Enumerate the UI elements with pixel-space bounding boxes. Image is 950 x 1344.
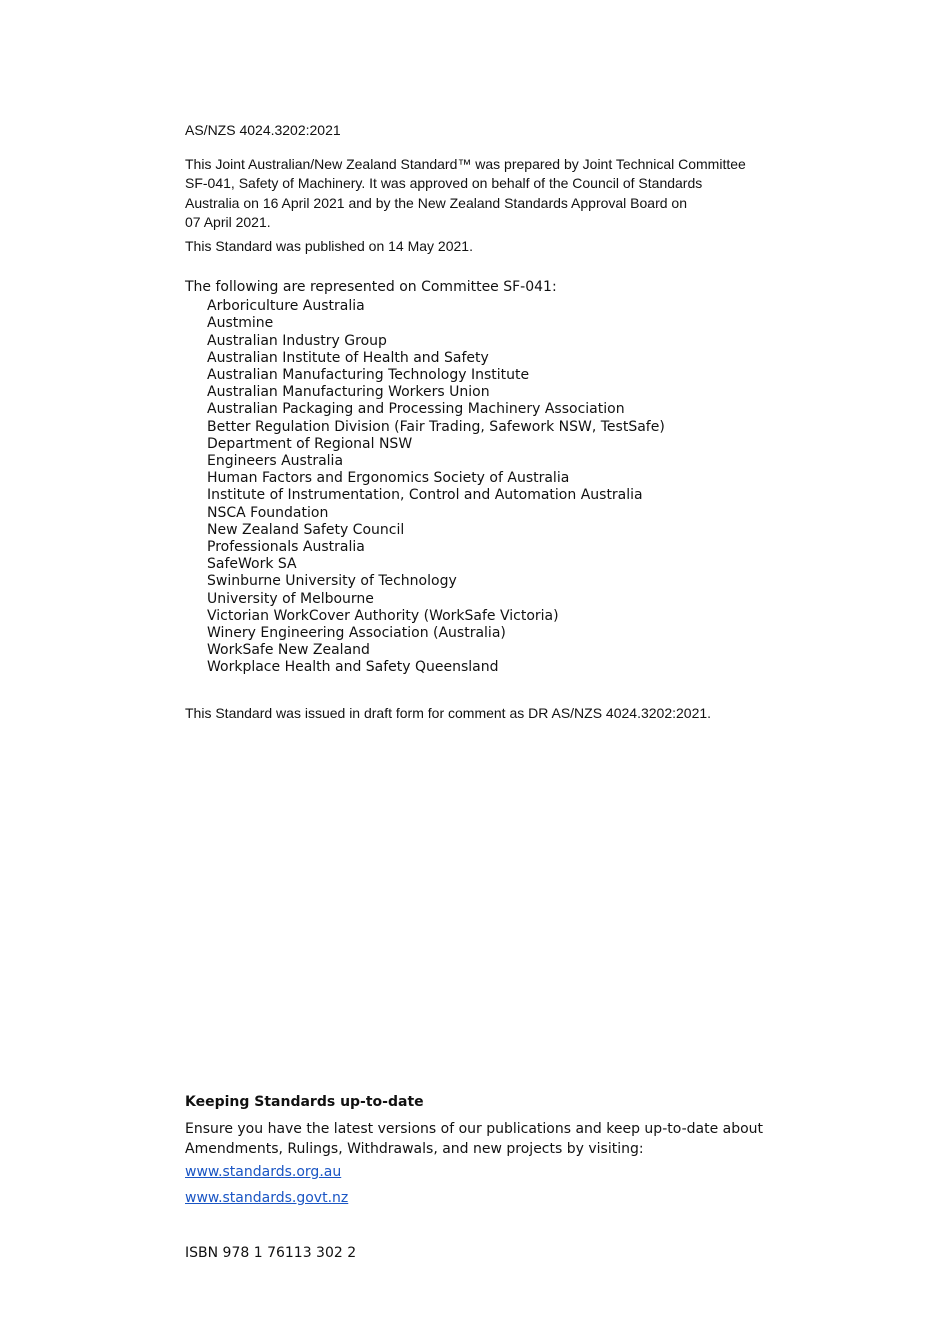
committee-member: Australian Packaging and Processing Machinery Association (207, 401, 625, 418)
committee-member: Professionals Australia (207, 539, 365, 556)
committee-member: Australian Manufacturing Workers Union (207, 384, 490, 401)
preparation-line: 07 April 2021. (185, 214, 271, 231)
committee-member: WorkSafe New Zealand (207, 642, 370, 659)
committee-member: Department of Regional NSW (207, 435, 413, 452)
committee-member: University of Melbourne (207, 590, 374, 607)
keeping-text-line: Ensure you have the latest versions of our publications and keep up-to-date about (185, 1121, 764, 1137)
committee-member: Australian Manufacturing Technology Institute (207, 367, 530, 384)
preparation-line: Australia on 16 April 2021 and by the New Zealand Standards Approval Board on (185, 194, 687, 211)
committee-section (185, 279, 665, 677)
isbn: ISBN 978 1 76113 302 2 (185, 1245, 357, 1261)
committee-member: NSCA Foundation (207, 504, 329, 521)
keeping-text-line: Amendments, Rulings, Withdrawals, and new projects by visiting: (185, 1141, 644, 1157)
committee-member: Swinburne University of Technology (207, 573, 457, 590)
preparation-line: This Joint Australian/New Zealand Standard™ was prepared by Joint Technical Committee (185, 156, 746, 172)
committee-member: SafeWork SA (207, 556, 297, 573)
preparation-paragraph (185, 155, 775, 233)
committee-member: Arboriculture Australia (207, 298, 365, 315)
committee-member: Victorian WorkCover Authority (WorkSafe Victoria) (207, 607, 559, 624)
committee-member-list (185, 298, 665, 676)
keeping-heading: Keeping Standards up-to-date (185, 1094, 424, 1110)
committee-member: New Zealand Safety Council (207, 521, 405, 538)
committee-member: Better Regulation Division (Fair Trading, Safework NSW, TestSafe) (207, 418, 665, 435)
committee-member: Institute of Instrumentation, Control and Automation Australia (207, 487, 643, 504)
published-date: This Standard was published on 14 May 2021. (185, 238, 473, 254)
committee-intro: The following are represented on Committee SF-041: (185, 279, 557, 295)
keeping-text (185, 1119, 785, 1159)
committee-member: Austmine (207, 315, 274, 332)
committee-member: Australian Industry Group (207, 332, 387, 349)
preparation-line: SF-041, Safety of Machinery. It was approved on behalf of the Council of Standards (185, 175, 703, 192)
standards-nz-link[interactable]: www.standards.govt.nz (185, 1190, 349, 1206)
standards-au-link[interactable]: www.standards.org.au (185, 1164, 342, 1180)
standard-code: AS/NZS 4024.3202:2021 (185, 122, 341, 138)
draft-note: This Standard was issued in draft form for comment as DR AS/NZS 4024.3202:2021. (185, 705, 712, 721)
committee-member: Workplace Health and Safety Queensland (207, 659, 499, 676)
committee-member: Winery Engineering Association (Australia) (207, 625, 506, 642)
committee-member: Engineers Australia (207, 453, 344, 470)
committee-member: Human Factors and Ergonomics Society of Australia (207, 470, 570, 487)
committee-member: Australian Institute of Health and Safety (207, 349, 489, 366)
